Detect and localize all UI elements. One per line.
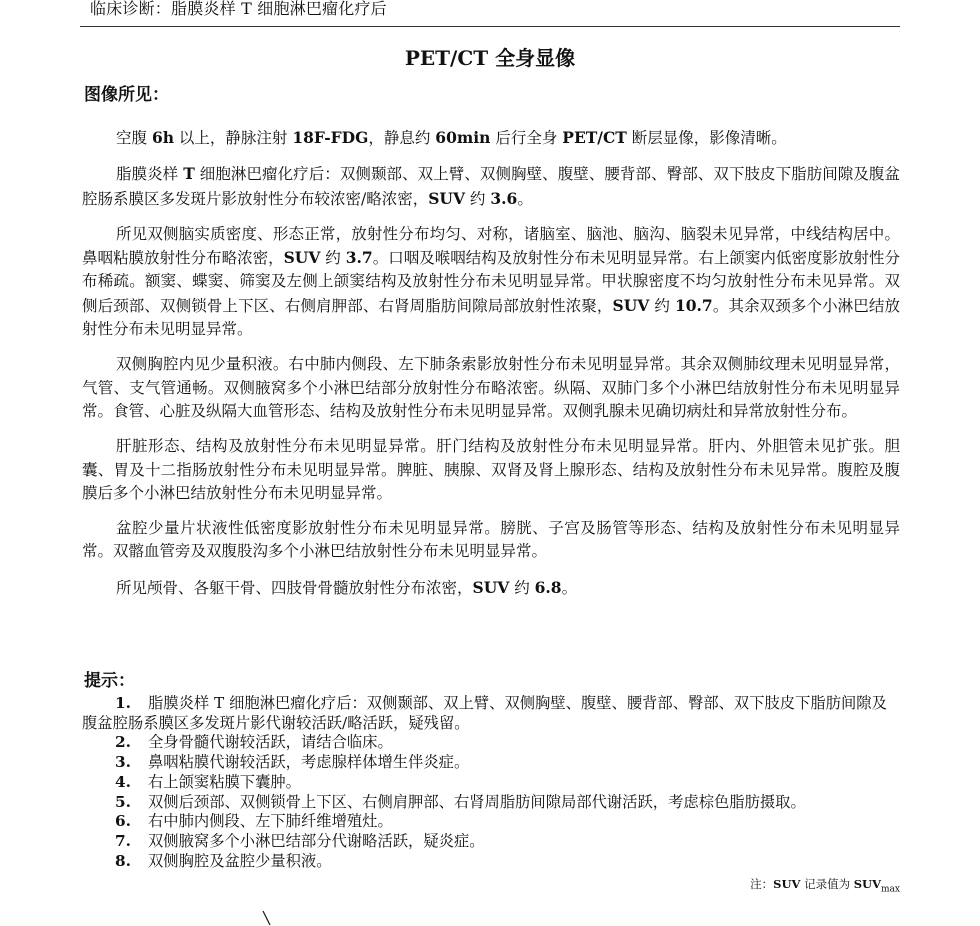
- emphasis-run: 18F-FDG: [292, 128, 369, 147]
- text-run: 肝脏形态、结构及放射性分布未见明显异常。肝门结构及放射性分布未见明显异常。肝内、外胆管未见扩张。胆囊、胃及十二指肠放射性分布未见明显异常。脾脏、胰腺、双肾及肾上腺形态、结构及放射性分布未见异常。腹腔及腹膜后多个小淋巴结放射性分布未见明显异常。: [82, 437, 900, 502]
- tip-number: 5.: [115, 792, 131, 811]
- finding-paragraph: [82, 162, 900, 211]
- note-sub: max: [881, 884, 900, 895]
- tip-item: [82, 812, 900, 832]
- text-run: 细胞淋巴瘤化疗后：双侧颞部、双上臂、双侧胸壁、腹壁、腰背部、臀部、双下肢皮下脂肪间隙及腹盆腔肠系膜区多发斑片影放射性分布较浓密/略浓密，: [82, 165, 900, 208]
- note-suv-max: SUV: [853, 877, 882, 891]
- suv-footnote: [750, 876, 900, 894]
- text-run: 后行全身: [490, 129, 563, 147]
- text-run: 约: [320, 249, 346, 268]
- tip-item: [82, 694, 900, 733]
- text-run: 约: [464, 189, 491, 208]
- emphasis-run: SUV: [283, 248, 321, 268]
- finding-paragraph: [82, 576, 900, 600]
- tip-number: 6.: [115, 812, 131, 831]
- clinical-diagnosis: 临床诊断：脂膜炎样 T 细胞淋巴瘤化疗后: [90, 0, 387, 18]
- tip-text: 全身骨髓代谢较活跃，请结合临床。: [148, 733, 393, 752]
- emphasis-run: PET/CT: [562, 128, 627, 147]
- tip-text: 右中肺内侧段、左下肺纤维增殖灶。: [148, 812, 393, 831]
- tip-number: 2.: [115, 733, 131, 752]
- text-run: 。其余双颈多个小淋巴结放射性分布未见明显异常。: [82, 296, 900, 339]
- findings-heading: 图像所见：: [84, 85, 169, 105]
- scan-mark-icon: [262, 910, 272, 926]
- emphasis-run: 3.6: [490, 188, 518, 208]
- emphasis-run: T: [183, 164, 195, 184]
- tip-item: [82, 852, 900, 872]
- text-run: 双侧胸腔内见少量积液。右中肺内侧段、左下肺条索影放射性分布未见明显异常。其余双侧肺纹理未见明显异常，气管、支气管通畅。双侧腋窝多个小淋巴结部分放射性分布略浓密。纵隔、双肺门多个小淋巴结放射性分布未见明显异常。食管、心脏及纵隔大血管形态、结构及放射性分布未见明显异常。双侧乳腺未见确切病灶和异常放射性分布。: [82, 355, 900, 420]
- finding-paragraph: [82, 353, 900, 423]
- finding-paragraph: [82, 126, 900, 150]
- tip-item: [82, 832, 900, 852]
- text-run: 。口咽及喉咽结构及放射性分布未见明显异常。右上颌窦内低密度影放射性分布稀疏。额窦、蝶窦、筛窦及左侧上颌窦结构及放射性分布未见明显异常。甲状腺密度不均匀放射性分布未见异常。双侧后颈部、双侧锁骨上下区、右侧肩胛部、右肾周脂肪间隙局部放射性浓聚，: [82, 249, 900, 315]
- text-run: 约: [649, 296, 675, 315]
- text-run: 。: [561, 578, 578, 597]
- emphasis-run: SUV: [472, 577, 510, 597]
- tip-number: 7.: [115, 831, 131, 850]
- tip-item: [82, 773, 900, 793]
- emphasis-run: 3.7: [345, 248, 373, 268]
- tip-number: 8.: [115, 851, 131, 870]
- report-title: PET/CT 全身显像: [404, 46, 576, 70]
- tip-number: 3.: [115, 753, 131, 772]
- text-run: 。: [517, 189, 533, 208]
- finding-paragraph: [82, 435, 900, 505]
- tip-item: [82, 793, 900, 813]
- text-run: 所见颅骨、各躯干骨、四肢骨骨髓放射性分布浓密，: [116, 578, 473, 597]
- finding-paragraph: [82, 517, 900, 564]
- emphasis-run: 6.8: [534, 577, 562, 597]
- tip-text: 鼻咽粘膜代谢较活跃，考虑腺样体增生伴炎症。: [148, 753, 470, 772]
- tip-text: 右上颌窦粘膜下囊肿。: [148, 772, 301, 791]
- tip-number: 1.: [115, 694, 131, 712]
- text-run: 断层显像，影像清晰。: [626, 129, 787, 147]
- emphasis-run: SUV: [612, 295, 650, 315]
- tip-text: 脂膜炎样 T 细胞淋巴瘤化疗后：双侧颞部、双上臂、双侧胸壁、腹壁、腰背部、臀部、双下肢皮下脂肪间隙及腹盆腔肠系膜区多发斑片影代谢较活跃/略活跃，疑残留。: [82, 694, 887, 732]
- emphasis-run: 60min: [435, 128, 491, 147]
- text-run: 脂膜炎样: [116, 165, 184, 184]
- note-suv: SUV: [773, 877, 801, 891]
- emphasis-run: SUV: [428, 188, 465, 208]
- text-run: ，静息约: [368, 129, 436, 147]
- tip-text: 双侧后颈部、双侧锁骨上下区、右侧肩胛部、右肾周脂肪间隙局部代谢活跃，考虑棕色脂肪摄取。: [148, 792, 806, 811]
- tip-text: 双侧腋窝多个小淋巴结部分代谢略活跃，疑炎症。: [148, 831, 485, 850]
- header-divider: [80, 26, 900, 27]
- tips-list: [82, 694, 900, 871]
- tip-item: [82, 733, 900, 753]
- text-run: 盆腔少量片状液性低密度影放射性分布未见明显异常。膀胱、子宫及肠管等形态、结构及放射性分布未见明显异常。双髂血管旁及双腹股沟多个小淋巴结放射性分布未见明显异常。: [82, 519, 900, 561]
- text-run: 空腹: [116, 129, 152, 147]
- emphasis-run: 6h: [151, 128, 174, 147]
- findings-body: [82, 126, 900, 612]
- tip-item: [82, 753, 900, 773]
- text-run: 约: [509, 578, 535, 597]
- text-run: 以上，静脉注射: [174, 129, 293, 147]
- note-middle: 记录值为: [800, 877, 854, 891]
- finding-paragraph: [82, 223, 900, 341]
- note-prefix: 注：: [750, 877, 774, 891]
- tip-number: 4.: [115, 772, 131, 791]
- tips-heading: 提示：: [84, 671, 135, 691]
- tip-text: 双侧胸腔及盆腔少量积液。: [148, 851, 332, 870]
- emphasis-run: 10.7: [674, 295, 713, 315]
- text-run: 所见双侧脑实质密度、形态正常，放射性分布均匀、对称，诸脑室、脑池、脑沟、脑裂未见异常，中线结构居中。鼻咽粘膜放射性分布略浓密，: [82, 224, 900, 268]
